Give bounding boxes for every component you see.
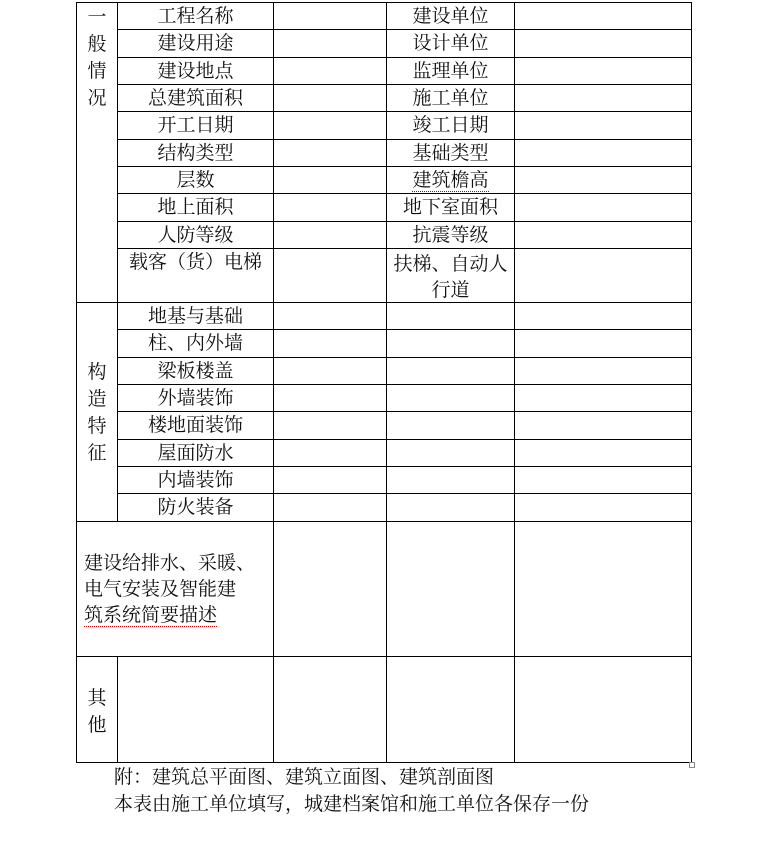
row-line: [117, 493, 692, 494]
label-structure-type: 结构类型: [157, 142, 234, 164]
col-line: [273, 2, 274, 763]
vertical-text: [77, 359, 117, 467]
label-floor-finish: 楼地面装饰: [147, 414, 243, 436]
table-resize-handle[interactable]: [689, 762, 695, 768]
table-border-right: [691, 2, 692, 763]
label-above-ground-area: 地上面积: [157, 196, 234, 218]
footer-attachments: 附：建筑总平面图、建筑立面图、建筑剖面图: [114, 766, 495, 788]
label-civil-defense-level: 人防等级: [157, 224, 234, 246]
footer-instruction: 本表由施工单位填写，城建档案馆和施工单位各保存一份: [114, 793, 590, 815]
general-section-label: [77, 4, 117, 112]
label-exterior-finish: 外墙装饰: [157, 387, 234, 409]
label-beam-slab: 梁板楼盖: [157, 360, 234, 382]
row-line: [117, 29, 692, 30]
row-line: [117, 221, 692, 222]
row-line: [117, 329, 692, 330]
row-line: [117, 166, 692, 167]
vertical-char: 征: [87, 442, 107, 464]
row-line: [117, 57, 692, 58]
label-supervision-unit: 监理单位: [412, 60, 489, 82]
vertical-char: 其: [87, 687, 107, 709]
col-line: [117, 656, 118, 763]
vertical-char: 他: [87, 714, 107, 736]
table-border-top: [76, 2, 692, 3]
row-line: [117, 248, 692, 249]
label-floors: 层数: [176, 169, 215, 191]
label-mep-description: 建设给排水、采暖、 电气安装及智能建 筑系统简要描述: [84, 552, 256, 626]
label-building-use: 建设用途: [157, 32, 234, 54]
vertical-char: 况: [87, 87, 107, 109]
vertical-char: 般: [87, 33, 107, 55]
other-section-label: [77, 685, 117, 739]
label-elevator: 载客（货）电梯: [128, 251, 262, 273]
label-interior-finish: 内墙装饰: [157, 469, 234, 491]
row-line: [117, 466, 692, 467]
label-escalator: 扶梯、自动人行道: [393, 253, 508, 301]
label-building-site: 建设地点: [157, 60, 234, 82]
row-line: [117, 139, 692, 140]
label-total-floor-area: 总建筑面积: [147, 87, 243, 109]
section-line: [76, 302, 692, 303]
vertical-char: 特: [87, 415, 107, 437]
vertical-char: 造: [87, 388, 107, 410]
row-line: [117, 84, 692, 85]
section-line: [76, 521, 692, 522]
label-owner-unit: 建设单位: [412, 5, 489, 27]
label-seismic-level: 抗震等级: [412, 224, 489, 246]
vertical-text: [77, 4, 117, 112]
construction-section-label: [77, 359, 117, 467]
vertical-char: 一: [87, 6, 107, 28]
row-line: [117, 439, 692, 440]
row-line: [117, 357, 692, 358]
label-design-unit: 设计单位: [412, 32, 489, 54]
label-basement-area: 地下室面积: [402, 196, 498, 218]
vertical-char: 构: [87, 361, 107, 383]
label-eave-height: 建筑檐高: [412, 169, 489, 191]
label-construction-unit: 施工单位: [412, 87, 489, 109]
vertical-char: 情: [87, 60, 107, 82]
label-foundation-type: 基础类型: [412, 142, 489, 164]
label-completion-date: 竣工日期: [412, 114, 489, 136]
vertical-text: [77, 685, 117, 739]
table-border-bottom: [76, 762, 692, 763]
row-line: [117, 193, 692, 194]
label-fire-equipment: 防火装备: [157, 496, 234, 518]
label-project-name: 工程名称: [157, 5, 234, 27]
col-line: [514, 2, 515, 763]
row-line: [117, 384, 692, 385]
label-roof-waterproof: 屋面防水: [157, 442, 234, 464]
label-start-date: 开工日期: [157, 114, 234, 136]
row-line: [117, 411, 692, 412]
label-foundation: 地基与基础: [147, 305, 243, 327]
row-line: [117, 111, 692, 112]
label-columns-walls: 柱、内外墙: [147, 332, 243, 354]
section-line: [76, 656, 692, 657]
